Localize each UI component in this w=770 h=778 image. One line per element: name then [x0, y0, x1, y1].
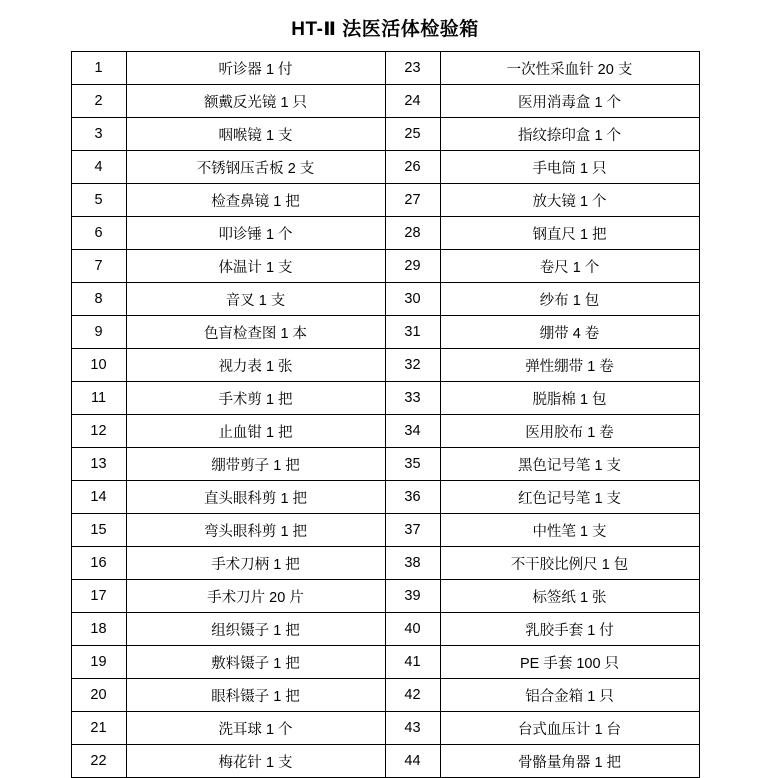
row-item-left: 不锈钢压舌板 2 支 [126, 151, 385, 184]
row-item-left: 敷料镊子 1 把 [126, 646, 385, 679]
table-row [71, 613, 699, 646]
row-number-left: 5 [71, 184, 126, 217]
table-row [71, 712, 699, 745]
row-item-right: 卷尺 1 个 [440, 250, 699, 283]
row-item-left: 叩诊锤 1 个 [126, 217, 385, 250]
row-number-right: 34 [385, 415, 440, 448]
row-item-right: 乳胶手套 1 付 [440, 613, 699, 646]
row-number-left: 20 [71, 679, 126, 712]
row-number-right: 39 [385, 580, 440, 613]
table-row [71, 151, 699, 184]
row-item-left: 洗耳球 1 个 [126, 712, 385, 745]
table-row [71, 382, 699, 415]
table-row [71, 481, 699, 514]
row-item-left: 检查鼻镜 1 把 [126, 184, 385, 217]
row-number-left: 13 [71, 448, 126, 481]
row-number-right: 33 [385, 382, 440, 415]
row-number-left: 11 [71, 382, 126, 415]
row-item-right: 手电筒 1 只 [440, 151, 699, 184]
row-item-right: 钢直尺 1 把 [440, 217, 699, 250]
row-number-left: 4 [71, 151, 126, 184]
table-row [71, 745, 699, 778]
row-item-right: 骨骼量角器 1 把 [440, 745, 699, 778]
row-number-right: 30 [385, 283, 440, 316]
table-row [71, 679, 699, 712]
row-number-left: 7 [71, 250, 126, 283]
row-number-right: 29 [385, 250, 440, 283]
row-item-right: 中性笔 1 支 [440, 514, 699, 547]
row-item-left: 绷带剪子 1 把 [126, 448, 385, 481]
row-number-left: 17 [71, 580, 126, 613]
row-number-right: 25 [385, 118, 440, 151]
row-number-left: 15 [71, 514, 126, 547]
row-item-right: 红色记号笔 1 支 [440, 481, 699, 514]
row-item-right: 纱布 1 包 [440, 283, 699, 316]
row-item-right: 标签纸 1 张 [440, 580, 699, 613]
row-number-left: 8 [71, 283, 126, 316]
table-row [71, 217, 699, 250]
row-number-left: 19 [71, 646, 126, 679]
row-item-left: 手术刀片 20 片 [126, 580, 385, 613]
page-title: HT-Ⅱ 法医活体检验箱 [291, 19, 479, 40]
row-item-right: 铝合金箱 1 只 [440, 679, 699, 712]
table-row [71, 547, 699, 580]
row-number-left: 10 [71, 349, 126, 382]
table-row [71, 415, 699, 448]
row-item-right: 医用消毒盒 1 个 [440, 85, 699, 118]
row-number-right: 32 [385, 349, 440, 382]
row-number-left: 16 [71, 547, 126, 580]
row-number-right: 37 [385, 514, 440, 547]
row-item-right: PE 手套 100 只 [440, 646, 699, 679]
row-item-right: 弹性绷带 1 卷 [440, 349, 699, 382]
row-number-right: 26 [385, 151, 440, 184]
row-item-right: 黑色记号笔 1 支 [440, 448, 699, 481]
row-item-left: 梅花针 1 支 [126, 745, 385, 778]
table-row [71, 646, 699, 679]
row-number-left: 2 [71, 85, 126, 118]
row-number-left: 18 [71, 613, 126, 646]
row-item-left: 弯头眼科剪 1 把 [126, 514, 385, 547]
row-number-right: 28 [385, 217, 440, 250]
row-item-right: 脱脂棉 1 包 [440, 382, 699, 415]
row-item-left: 听诊器 1 付 [126, 52, 385, 85]
table-row [71, 316, 699, 349]
row-item-left: 音叉 1 支 [126, 283, 385, 316]
row-item-left: 咽喉镜 1 支 [126, 118, 385, 151]
row-item-left: 止血钳 1 把 [126, 415, 385, 448]
row-number-right: 44 [385, 745, 440, 778]
row-number-right: 42 [385, 679, 440, 712]
row-number-left: 3 [71, 118, 126, 151]
table-row [71, 349, 699, 382]
row-number-left: 21 [71, 712, 126, 745]
row-item-left: 视力表 1 张 [126, 349, 385, 382]
row-item-left: 手术刀柄 1 把 [126, 547, 385, 580]
row-item-right: 一次性采血针 20 支 [440, 52, 699, 85]
table-row [71, 52, 699, 85]
inventory-table [71, 51, 700, 778]
table-row [71, 283, 699, 316]
row-number-left: 6 [71, 217, 126, 250]
row-item-left: 直头眼科剪 1 把 [126, 481, 385, 514]
row-item-left: 眼科镊子 1 把 [126, 679, 385, 712]
table-row [71, 250, 699, 283]
table-row [71, 448, 699, 481]
inventory-table-body [71, 52, 699, 778]
row-item-right: 指纹捺印盒 1 个 [440, 118, 699, 151]
row-number-left: 12 [71, 415, 126, 448]
row-number-right: 31 [385, 316, 440, 349]
row-item-left: 额戴反光镜 1 只 [126, 85, 385, 118]
row-item-left: 手术剪 1 把 [126, 382, 385, 415]
row-number-right: 23 [385, 52, 440, 85]
inventory-table-container [0, 51, 770, 778]
row-number-right: 36 [385, 481, 440, 514]
row-number-left: 1 [71, 52, 126, 85]
row-number-right: 38 [385, 547, 440, 580]
row-number-left: 9 [71, 316, 126, 349]
row-item-right: 放大镜 1 个 [440, 184, 699, 217]
table-row [71, 184, 699, 217]
row-item-left: 色盲检查图 1 本 [126, 316, 385, 349]
row-item-right: 台式血压计 1 台 [440, 712, 699, 745]
table-row [71, 118, 699, 151]
table-row [71, 580, 699, 613]
row-number-right: 24 [385, 85, 440, 118]
row-number-right: 35 [385, 448, 440, 481]
row-number-left: 22 [71, 745, 126, 778]
row-number-right: 41 [385, 646, 440, 679]
row-item-right: 医用胶布 1 卷 [440, 415, 699, 448]
row-item-left: 体温计 1 支 [126, 250, 385, 283]
table-row [71, 514, 699, 547]
row-number-left: 14 [71, 481, 126, 514]
row-number-right: 40 [385, 613, 440, 646]
row-item-right: 绷带 4 卷 [440, 316, 699, 349]
row-item-right: 不干胶比例尺 1 包 [440, 547, 699, 580]
table-row [71, 85, 699, 118]
row-number-right: 43 [385, 712, 440, 745]
row-item-left: 组织镊子 1 把 [126, 613, 385, 646]
row-number-right: 27 [385, 184, 440, 217]
